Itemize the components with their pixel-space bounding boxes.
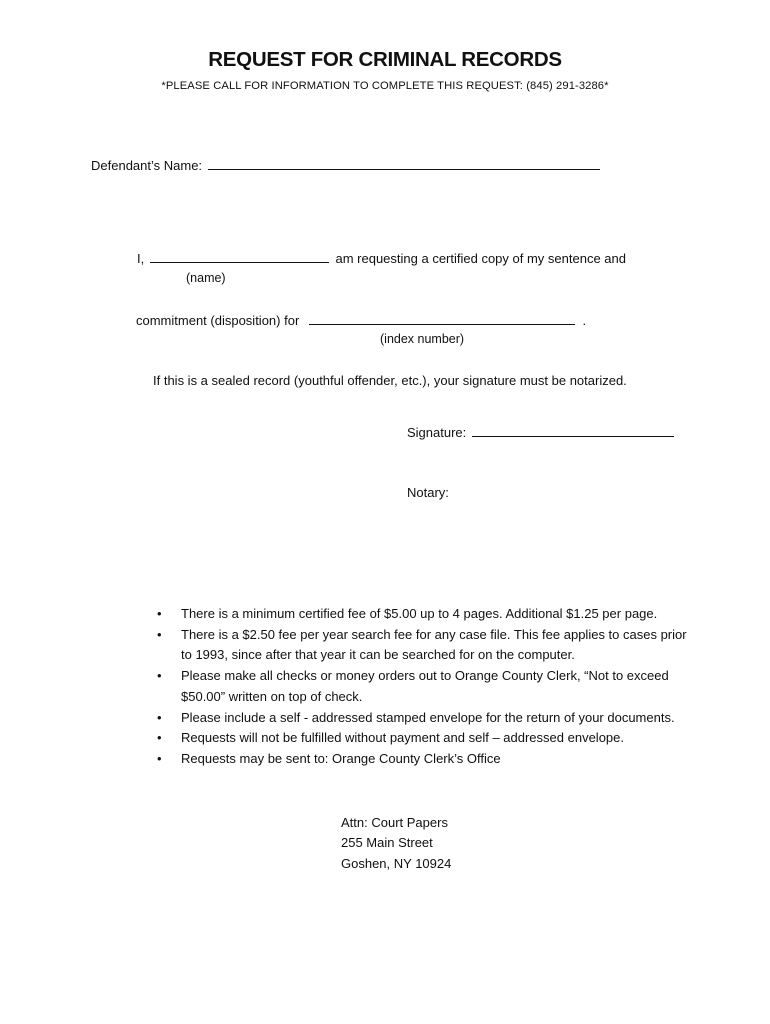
list-item: • There is a minimum certified fee of $5.00 up to 4 pages. Additional $1.25 per page. xyxy=(155,604,695,625)
signature-field[interactable] xyxy=(472,424,674,437)
bullet-icon: • xyxy=(157,626,162,642)
bullet-icon: • xyxy=(157,606,162,621)
phone-instruction: *PLEASE CALL FOR INFORMATION TO COMPLETE THIS REQUEST: (845) 291-3286* xyxy=(161,80,609,92)
signature-row xyxy=(407,424,674,440)
list-item: • Please make all checks or money orders out to Orange County Clerk, “Not to exceed $50.00” written on top of check. xyxy=(157,668,669,704)
commitment-label: commitment (disposition) for xyxy=(136,313,300,328)
address-attn: Attn: Court Papers xyxy=(341,815,448,830)
bullet-icon: • xyxy=(157,730,162,746)
signature-label: Signature: xyxy=(407,425,467,440)
list-item: • There is a $2.50 fee per year search fee for any case file. This fee applies to cases prior to 1993, since after that year it can be searched for on the computer. xyxy=(157,626,687,663)
address-city: Goshen, NY 10924 xyxy=(341,856,452,871)
request-row xyxy=(137,250,626,266)
commitment-period: . xyxy=(582,313,587,328)
bullet-icon: • xyxy=(157,668,162,684)
defendant-name-field[interactable] xyxy=(208,157,600,170)
index-number-caption: (index number) xyxy=(380,332,465,346)
index-number-field[interactable] xyxy=(309,312,575,325)
bullet-icon: • xyxy=(157,750,162,766)
fee-notes-list xyxy=(155,604,695,770)
requester-name-field[interactable] xyxy=(150,250,329,263)
bullet-icon: • xyxy=(157,709,162,725)
name-caption: (name) xyxy=(186,271,226,285)
request-prefix: I, xyxy=(137,251,145,266)
list-item: • Please include a self - addressed stamped envelope for the return of your documents. xyxy=(155,708,695,729)
request-suffix: am requesting a certified copy of my sentence and xyxy=(335,251,626,266)
list-item: • Requests will not be fulfilled without payment and self – addressed envelope. xyxy=(155,728,695,749)
list-item: • Requests may be sent to: Orange County Clerk’s Office xyxy=(155,749,695,770)
defendant-name-row xyxy=(91,157,600,173)
form-title: REQUEST FOR CRIMINAL RECORDS xyxy=(208,48,562,71)
address-street: 255 Main Street xyxy=(341,835,433,850)
commitment-row xyxy=(136,312,586,328)
notary-label: Notary: xyxy=(407,485,449,500)
sealed-record-note: If this is a sealed record (youthful offender, etc.), your signature must be notarized. xyxy=(153,373,627,388)
defendant-name-label: Defendant’s Name: xyxy=(91,158,203,173)
